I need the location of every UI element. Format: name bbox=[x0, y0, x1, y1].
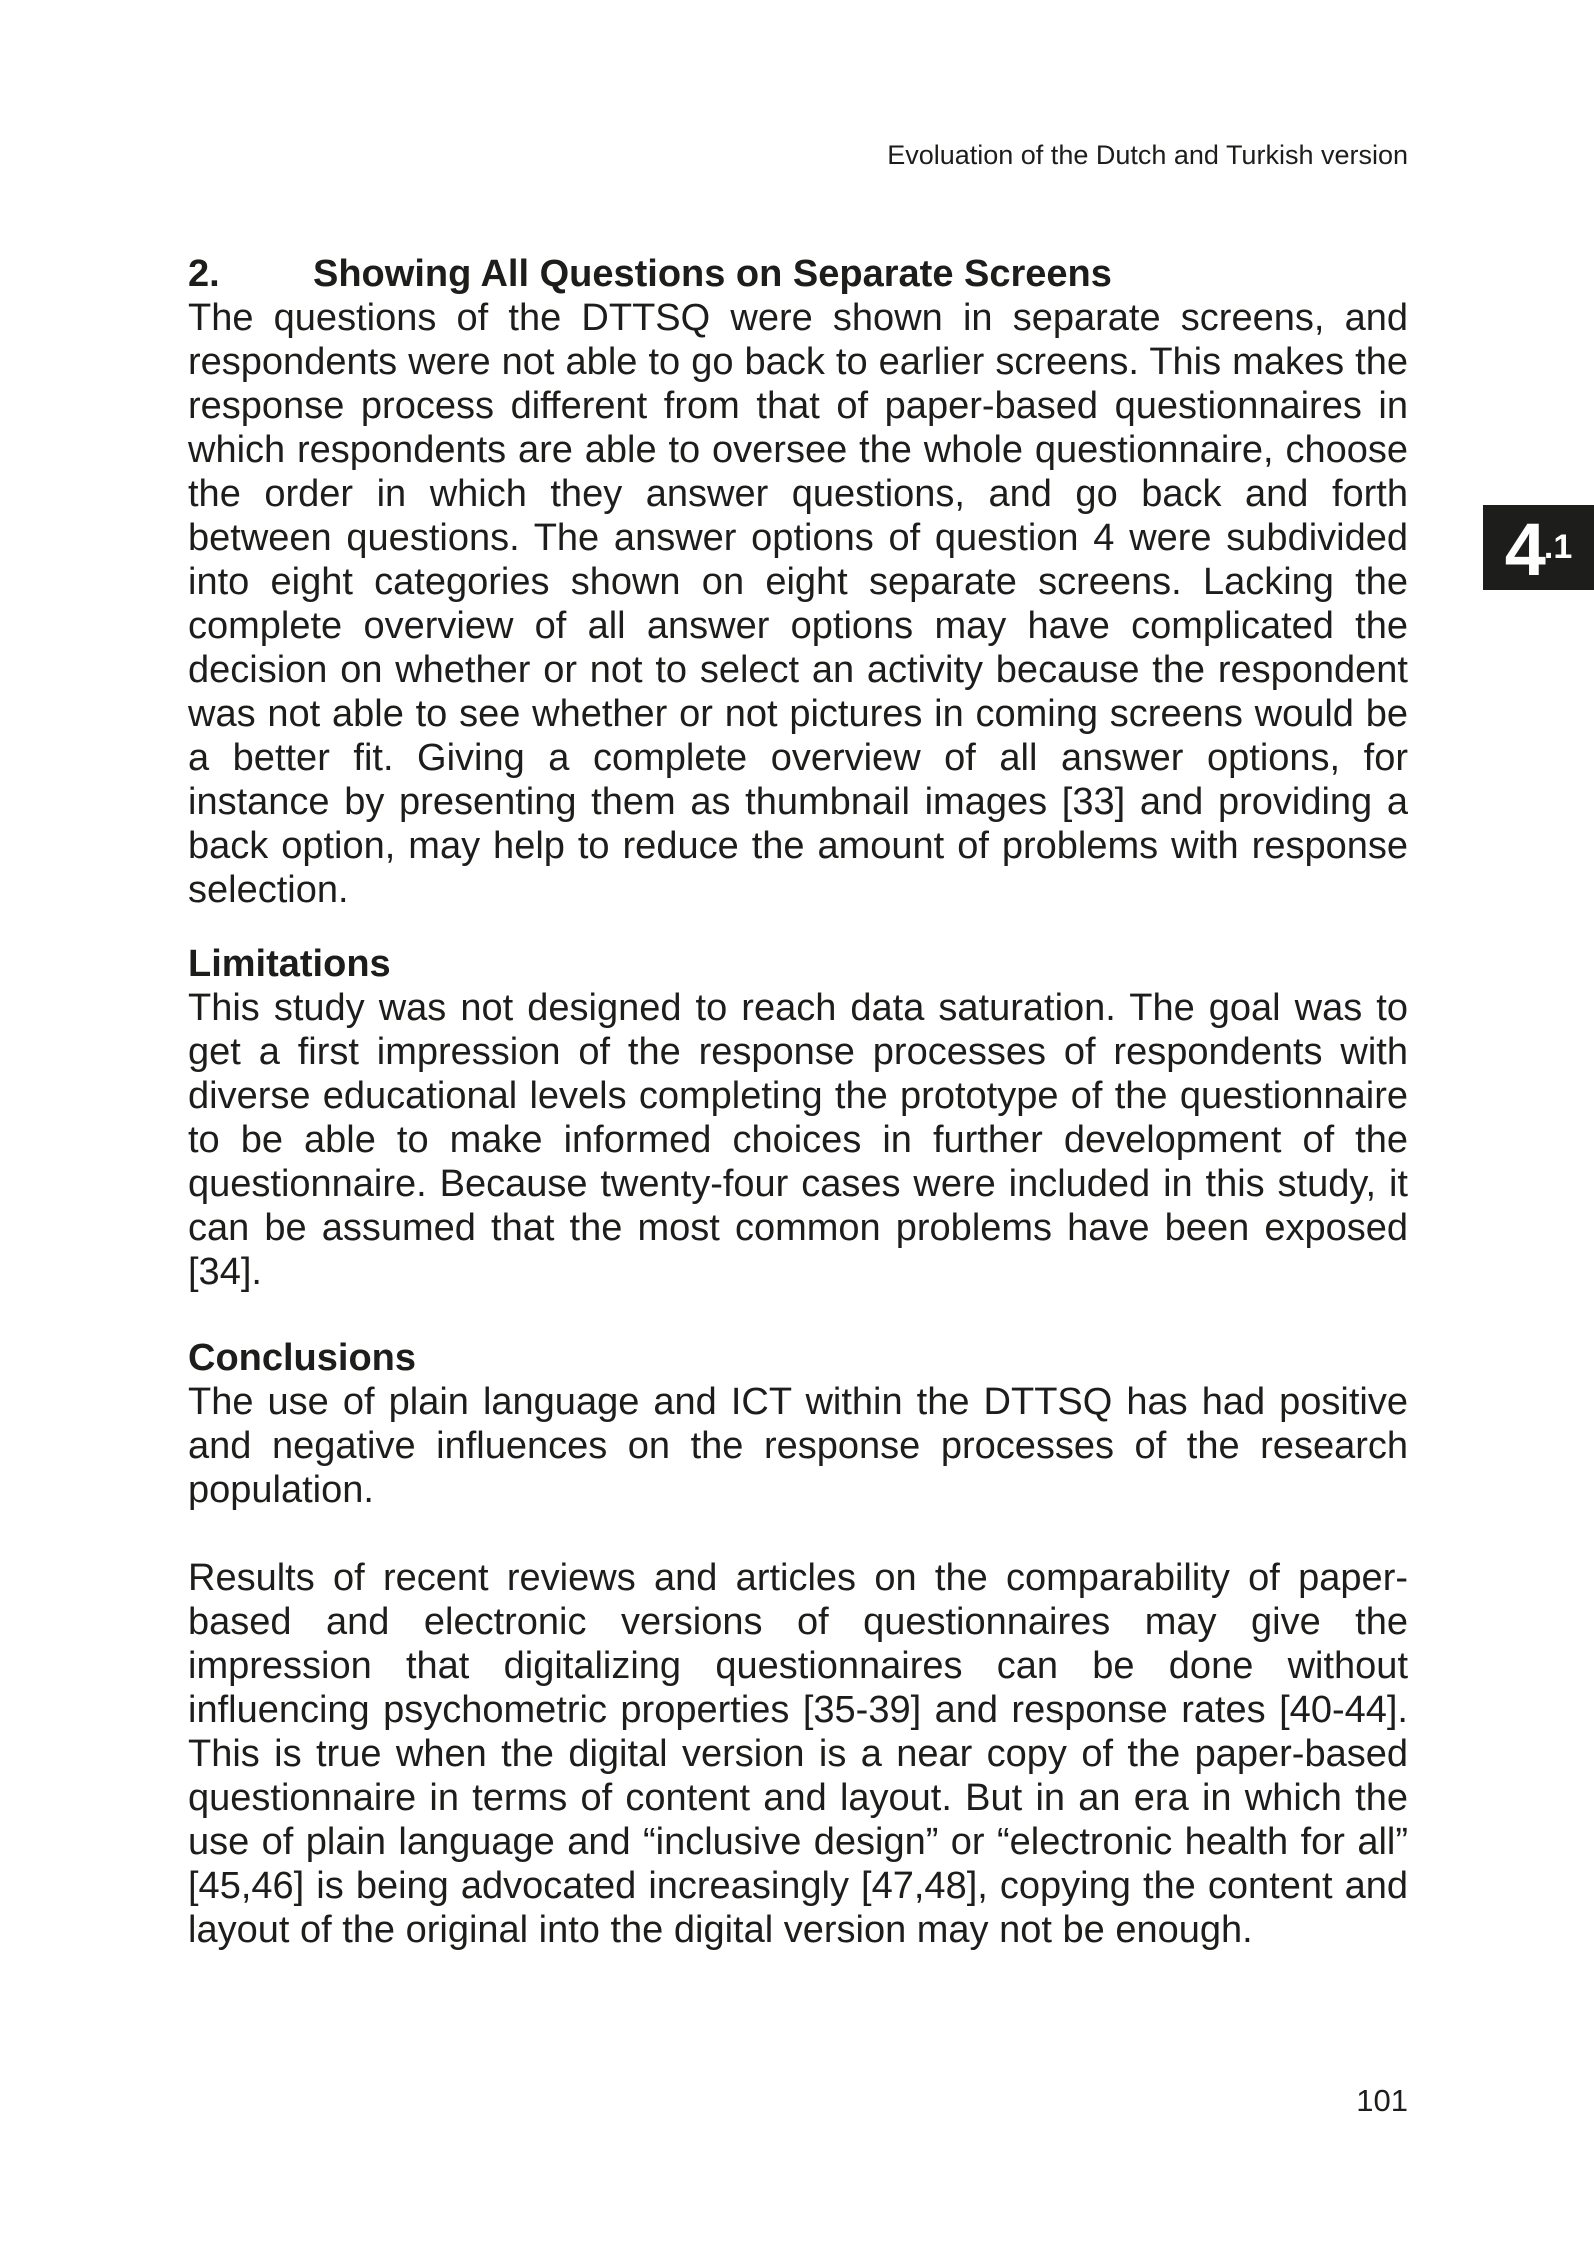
conclusions-paragraph-2: Results of recent reviews and articles on the comparability of paper-based and electronic versions of questionnaires may give the impression that digitalizing questionnaires can be done without influencing psychometric properties [35-39] and response rates [40-44]. This is true when the digital version is a near copy of the paper-based questionnaire in terms of content and layout. But in an era in which the use of plain language and “inclusive design” or “electronic health for all” [45,46] is being advocated increasingly [47,48], copying the content and layout of the original into the digital version may not be enough. bbox=[188, 1557, 1408, 1951]
conclusions-heading: Conclusions bbox=[188, 1337, 417, 1379]
section-paragraph: The questions of the DTTSQ were shown in separate screens, and respondents were not able to go back to earlier screens. This makes the response process different from that of paper-based questionnaires in which respondents are able to oversee the whole questionnaire, choose the order in which they answer questions, and go back and forth between questions. The answer options of question 4 were subdivided into eight categories shown on eight separate screens. Lacking the complete overview of all answer options may have complicated the decision on whether or not to select an activity because the respondent was not able to see whether or not pictures in coming screens would be a better fit. Giving a complete overview of all answer options, for instance by presenting them as thumbnail images [33] and providing a back option, may help to reduce the amount of problems with response selection. bbox=[188, 297, 1408, 911]
page-content bbox=[188, 252, 1408, 1952]
conclusions-paragraph-1: The use of plain language and ICT within the DTTSQ has had positive and negative influences on the response processes of the research population. bbox=[188, 1381, 1408, 1511]
section-title: Showing All Questions on Separate Screens bbox=[313, 253, 1112, 295]
chapter-tab-minor: .1 bbox=[1543, 528, 1573, 566]
running-header: Evoluation of the Dutch and Turkish version bbox=[887, 140, 1408, 170]
section-number: 2. bbox=[188, 253, 220, 295]
chapter-tab-major: 4 bbox=[1504, 508, 1544, 590]
limitations-heading: Limitations bbox=[188, 943, 391, 985]
chapter-tab bbox=[1483, 505, 1594, 590]
section-heading bbox=[188, 252, 1408, 296]
limitations-paragraph: This study was not designed to reach data saturation. The goal was to get a first impression of the response processes of respondents with diverse educational levels completing the prototype of the questionnaire to be able to make informed choices in further development of the questionnaire. Because twenty-four cases were included in this study, it can be assumed that the most common problems have been exposed [34]. bbox=[188, 987, 1408, 1293]
page-number: 101 bbox=[1356, 2083, 1408, 2118]
